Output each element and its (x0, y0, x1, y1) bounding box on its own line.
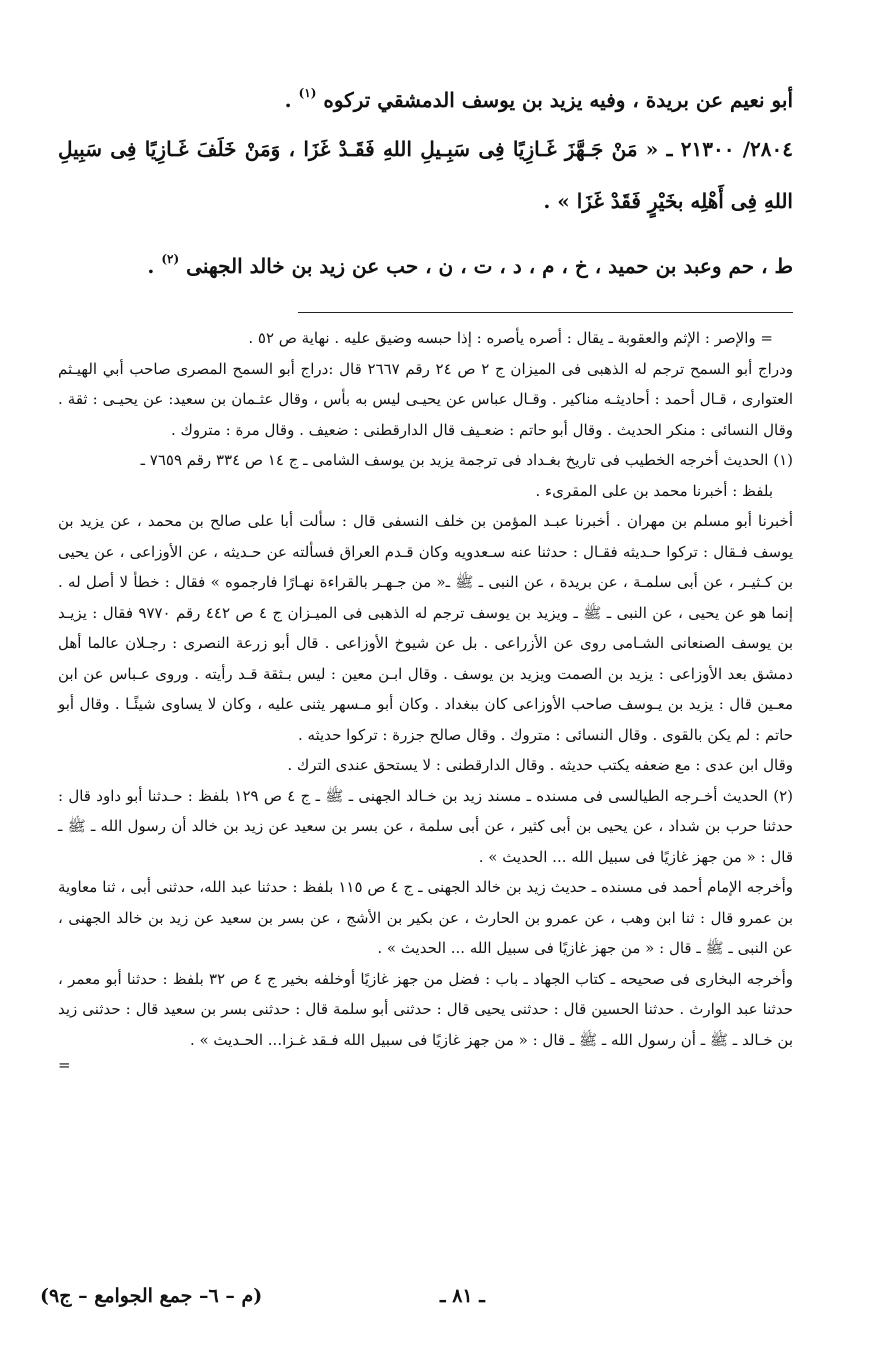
hadith-main-text (58, 70, 793, 292)
footnote-divider (298, 312, 793, 313)
continuation-mark: = (58, 1056, 71, 1074)
footnote-2-bukhari: وأخرجه البخارى فى صحيحه ـ كتاب الجهاد ـ باب : فضل من جهز غازيًا أوخلفه بخير ج ٤ ص ٣٢ بلفظ : حدثنا أبو معمر ، حدثنا عبد الوارث . حدثنا الحسين قال : حدثنى يحيى قال : حدثنى أبو سلمة قال : حدثنى بسر بن سعيد قال : حدثنى زيد بن خـالد ـ ﷺ ـ أن رسول الله ـ ﷺ ـ قال : « من جهز غازيًا فى سبيل الله فـقد غـزا... الحـديث » . (58, 969, 794, 1049)
page-number: ـ ٨١ ـ (440, 1285, 485, 1307)
footnote-ref-1: (١) (298, 86, 317, 100)
footnote-2-ahmad: وأخرجه الإمام أحمد فى مسنده ـ حديث زيد بن خالد الجهنى ـ ج ٤ ص ١١٥ بلفظ : حدثنا عبد الله، حدثنى أبى ، ثنا معاوية بن عمرو قال : ثنا ابن وهب ، عن عمرو بن الحارث ، عن بكير بن الأشج ، عن بسر بن سعيد عن زيد بن خالد الجهنى ، عن النبى ـ ﷺ ـ قال : « من جهز غازيًا فى سبيل الله ... الحديث » . (58, 878, 794, 957)
footnote-1-heading: (١) الحديث أخرجه الخطيب فى تاريخ بغـداد فى ترجمة يزيد بن يوسف الشامى ـ ج ١٤ ص ٣٣٤ رقم ٧٦٥٩ ـ (140, 451, 793, 469)
footnote-continuation: = والإصر : الإثم والعقوبة ـ يقال : أصره يأصره : إذا حبسه وضيق عليه . نهاية ص ٥٢ . (248, 329, 773, 347)
main-line-intro: أبو نعيم عن بريدة ، وفيه يزيد بن يوسف الدمشقي تركوه $^{(١)}$ . (284, 86, 793, 112)
footnote-darraj: ودراج أبو السمح ترجم له الذهبى فى الميزان ج ٢ ص ٢٤ رقم ٢٦٦٧ قال :دراج أبو السمح المصرى صاحب أبي الهيـثم العتوارى ، قـال أحمد : أحاديثـه مناكير . وقـال عباس عن يحيـى ليس به بأس ، وقال عثـمان بن سعيد: عن يحيـى : ثقة . وقال النسائى : منكر الحديث . وقال أبو حاتم : ضعـيف قال الدارقطنى : ضعيف . وقال مرة : متروك . (58, 359, 793, 439)
hadith-sources: ط ، حم وعبد بن حميد ، خ ، م ، د ، ت ، ن ، حب عن زيد بن خالد الجهنى $^{(٢)}$ . (147, 252, 793, 278)
footnote-2-tayalisi: (٢) الحديث أخـرجه الطيالسى فى مسنده ـ مسند زيد بن خـالد الجهنى ـ ﷺ ـ ج ٤ ص ١٢٩ بلفظ : حـدثنا أبو داود قال : حدثنا حرب بن شداد ، عن يحيى بن أبى كثير ، عن أبى سلمة ، عن بسر بن سعيد عن زيد بن خالد أن رسول الله ـ ﷺ ـ قال : « من جهز غازيًا فى سبيل الله ... الحديث » . (58, 786, 794, 866)
hadith-entry: ٢٨٠٤/ ٢١٣٠٠ ـ « مَنْ جَـهَّزَ غَـازِيًا فِى سَبِـيلِ اللهِ فَقَـدْ غَزَا ، وَمَنْ خَلَفَ غَـازِيًا فِى سَبِيلِ اللهِ فِى أَهْلِه بخَيْرٍ فَقَدْ غَزَا » . (58, 137, 793, 213)
footnote-ref-2: (٢) (161, 252, 180, 266)
footnote-1-body: أخبرنا أبو مسلم بن مهران . أخبرنا عبـد المؤمن بن خلف النسفى قال : سألت أبا على صالح بن محمد ، عن يزيد بن يوسف فـقال : تركوا حـديثه فقـال : حدثنا عنه سـعدويه وكان قـدم العراق فسألته عن حـديثه ، عن الأوزاعى ، عن يحيى بن كـثيـر ، عن أبى سلمـة ، عن بريدة ، عن النبى ـ ﷺ ـ« من جـهـر بالقراءة نهـارًا فارجموه » فقال : خطأ لا أصل له . إنما هو عن يحيى ، عن النبى ـ ﷺ ـ ويزيد بن يوسف ترجم له الذهبى فى الميـزان ج ٤ ص ٤٤٢ رقم ٩٧٧٠ فقال : يزيـد بن يوسف الصنعانى الشـامى روى عن الأزراعى . بل عن شيوخ الأوزاعى . قال أبو زرعة النصرى : رجـلان عالما أهل دمشق بعد الأوزاعى : يزيد بن الصمت ويزيد بن يوسف . وقال ابـن معين : ليس بـثقة قـد رأيته . وروى عـباس عن ابن معـين قال : يزيد بن يـوسف صاحب الأوزاعى كان ببغداد . وكان أبو مـسهر يثنى عليه ، وكان لا يساوى شيئًـا . وقال أبو حاتم : لم يكن بالقوى . وقال النسائى : متروك . وقال صالح جزرة : تركوا حديثه . (58, 512, 794, 744)
footnote-1-chain: بلفظ : أخبرنا محمد بن على المقرىء . (535, 481, 773, 500)
footnote-1-end: وقال ابن عدى : مع ضعفه يكتب حديثه . وقال الدارقطنى : لا يستحق عندى الترك . (287, 756, 793, 774)
page-footer (40, 1285, 833, 1325)
footnotes (58, 323, 793, 1075)
intro-text: أبو نعيم عن بريدة ، وفيه يزيد بن يوسف الدمشقي تركوه (323, 88, 793, 112)
sources-text: ط ، حم وعبد بن حميد ، خ ، م ، د ، ت ، ن ، حب عن زيد بن خالد الجهنى (186, 254, 793, 278)
signature-mark: (م – ٦– جمع الجوامع – ج٩) (40, 1285, 263, 1307)
